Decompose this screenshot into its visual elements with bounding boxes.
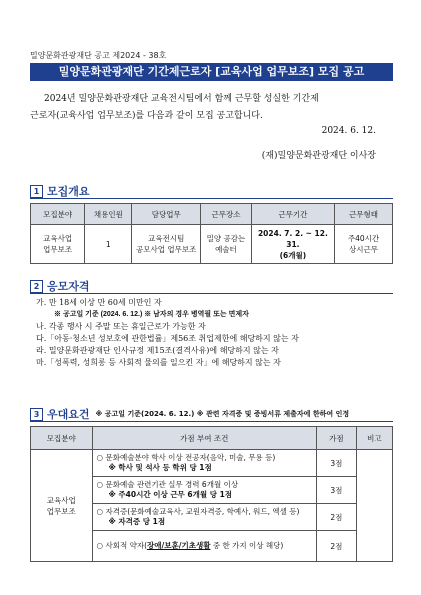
qualification-list xyxy=(36,297,396,369)
cell-field: 교육사업 업무보조 xyxy=(31,225,85,264)
issuing-org: (재)밀양문화관광재단 이사장 xyxy=(261,151,376,161)
header-count: 채용인원 xyxy=(85,204,132,225)
cell-condition: ○ 자격증(문화예술교육사, 교원자격증, 학예사, 워드, 엑셀 등) ※ 자격증 당 1점 xyxy=(92,504,316,531)
section-2-heading xyxy=(30,278,90,294)
section-3-number: 3 xyxy=(30,408,43,421)
list-item: 나. 각종 행사 시 주말 또는 휴일근로가 가능한 자 xyxy=(36,322,206,331)
cell-points: 3점 xyxy=(316,450,356,477)
table-row xyxy=(31,450,393,477)
section-1-divider xyxy=(30,198,393,199)
header-field: 모집분야 xyxy=(31,427,93,450)
list-item-note: ※ 공고일 기준 (2024. 6. 12.) ※ 남자의 경우 병역필 또는 면제자 xyxy=(54,311,249,318)
section-2-title: 응모자격 xyxy=(47,280,90,293)
section-1-heading xyxy=(30,183,90,199)
cell-points: 2점 xyxy=(316,531,356,562)
recruit-table xyxy=(30,203,393,264)
header-points: 가점 xyxy=(316,427,356,450)
cell-condition: ○ 사회적 약자(장애/보훈/기초생활 중 한 가지 이상 해당) xyxy=(92,531,316,562)
header-duty: 담당업무 xyxy=(132,204,201,225)
cell-type: 주40시간 상시근무 xyxy=(335,225,393,264)
section-3-divider xyxy=(30,421,393,422)
cell-period: 2024. 7. 2. ~ 12. 31. (6개월) xyxy=(251,225,334,264)
header-place: 근무장소 xyxy=(201,204,252,225)
cell-remarks xyxy=(356,450,392,562)
section-3-title: 우대요건 xyxy=(47,408,90,421)
section-3-note: ※ 공고일 기준(2024. 6. 12.) ※ 관련 자격증 및 증빙서류 제출자에 한하여 인정 xyxy=(95,410,350,418)
section-2-divider xyxy=(30,293,393,294)
intro-text xyxy=(30,91,393,125)
page-title: 밀양문화관광재단 기간제근로자 [교육사업 업무보조] 모집 공고 xyxy=(30,63,393,81)
list-item: 마.「성폭력, 성희롱 등 사회적 물의를 일으킨 자」에 해당하지 않는 자 xyxy=(36,358,281,367)
list-item: 가. 만 18세 이상 만 60세 미만인 자 xyxy=(36,298,162,307)
section-1-title: 모집개요 xyxy=(47,185,90,198)
table-row xyxy=(31,225,393,264)
cell-condition: ○ 문화예술 관련기관 실무 경력 6개월 이상 ※ 주40시간 이상 근무 6개월 당 1점 xyxy=(92,477,316,504)
cell-field: 교육사업 업무보조 xyxy=(31,450,93,562)
header-field: 모집분야 xyxy=(31,204,85,225)
cell-place: 밀양 공감는 예술터 xyxy=(201,225,252,264)
cell-condition: ○ 문화예술분야 학사 이상 전공자(음악, 미술, 무용 등) ※ 학사 및 석사 등 학위 당 1점 xyxy=(92,450,316,477)
cell-duty: 교육전시팀 공모사업 업무보조 xyxy=(132,225,201,264)
header-remarks: 비고 xyxy=(356,427,392,450)
section-1-number: 1 xyxy=(30,185,43,198)
header-condition: 가점 부여 조건 xyxy=(92,427,316,450)
section-2-number: 2 xyxy=(30,280,43,293)
list-item: 다.「아동·청소년 성보호에 관한법률」제56조 취업제한에 해당하지 않는 자 xyxy=(36,334,299,343)
preference-table xyxy=(30,426,393,562)
list-item: 라. 밀양문화관광재단 인사규정 제15조(결격사유)에 해당하지 않는 자 xyxy=(36,346,279,355)
intro-line-2: 근로자(교육사업 업무보조)를 다음과 같이 모집 공고합니다. xyxy=(30,111,263,121)
header-period: 근무기간 xyxy=(251,204,334,225)
cell-count: 1 xyxy=(85,225,132,264)
section-3-heading xyxy=(30,406,349,422)
cell-points: 3점 xyxy=(316,477,356,504)
notice-number: 밀양문화관광재단 공고 제2024 - 38호 xyxy=(30,51,167,60)
header-type: 근무형태 xyxy=(335,204,393,225)
notice-date: 2024. 6. 12. xyxy=(321,126,376,136)
cell-points: 2점 xyxy=(316,504,356,531)
intro-line-1: 2024년 밀양문화관광재단 교육전시팀에서 함께 근무할 성실한 기간제 xyxy=(44,94,319,104)
